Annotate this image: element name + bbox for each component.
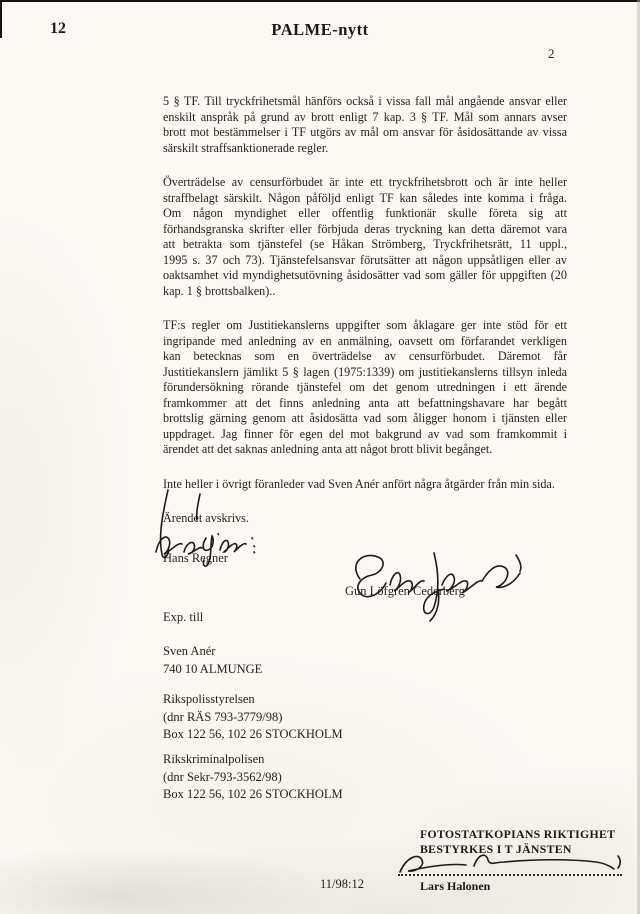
body-line: Ärendet avskrivs.	[163, 511, 249, 525]
stamp-text-line: FOTOSTATKOPIANS RIKTIGHET	[420, 827, 616, 841]
paragraph	[163, 318, 567, 458]
body-line: Inte heller i övrigt föranleder vad Sven Anér anfört några åtgärder från min sida.	[163, 476, 555, 491]
recipient-block	[163, 643, 262, 678]
gun-lofgren-cederberg-signature-icon	[330, 545, 530, 623]
recipient-line: 740 10 ALMUNGE	[163, 661, 263, 676]
body-line: kan betecknas som en överträdelse av censurförbudet. Däremot får	[163, 349, 567, 363]
stamp-text-line: BESTYRKES I T JÄNSTEN	[420, 841, 572, 856]
lars-halonen-signature-icon	[396, 848, 626, 880]
recipient-line: Rikskriminalpolisen	[163, 752, 265, 766]
recipient-line: Box 122 56, 102 26 STOCKHOLM	[163, 787, 343, 801]
body-line: Om någon myndighet eller offentlig funktionär skulle företa sig att	[163, 206, 567, 220]
body-line: att betrakta som tjänstefel (se Håkan Strömberg, Tryckfrihetsrätt, 11 uppl.,	[163, 237, 567, 251]
body-line: 5 § TF. Till tryckfrihetsmål hänförs också i vissa fall mål angående ansvar eller	[163, 94, 567, 108]
body-line: Överträdelse av censurförbudet är inte ett tryckfrihetsbrott och är inte heller	[163, 175, 567, 189]
body-line: förundersökning rörande tjänstefel om det genom utredningen i ett ärende	[163, 380, 567, 394]
body-line: framkommer att det finns anledning anta att befattningshavare har begått	[163, 395, 567, 410]
recipient-line: (dnr Sekr-793-3562/98)	[163, 769, 282, 784]
body-line: kap. 1 § brottsbalken)..	[163, 283, 276, 298]
recipient-line: Sven Anér	[163, 644, 216, 658]
newsletter-page-number: 12	[50, 20, 66, 37]
body-line: enskilt anspråk på grund av brott enligt 7 kap. 3 § TF. Mål som annars avser	[163, 109, 567, 124]
body-line: förhandsgranska skrifter eller förbjuda deras tryckning kan detta däremot vara	[163, 221, 567, 236]
paragraph	[163, 94, 567, 156]
scan-top-edge-line	[0, 0, 640, 2]
recipient-line: Box 122 56, 102 26 STOCKHOLM	[163, 727, 343, 741]
body-line: ärendet att det saknas anledning anta att något brott blivit begånget.	[163, 442, 493, 456]
signatory-name-right: Gun Löfgren Cederberg	[345, 584, 465, 598]
body-line: straffbelagt särskilt. Någon påföljd enligt TF kan således inte komma i fråga.	[163, 190, 567, 205]
recipient-line: Rikspolisstyrelsen	[163, 692, 255, 706]
letter-body	[163, 94, 567, 546]
document-page-number: 2	[548, 46, 555, 61]
body-line: 1995 s. 37 och 73). Tjänstefelsansvar förutsätter att någon uppsåtligen eller av	[163, 252, 567, 267]
body-line: uppdraget. Jag finner för egen del mot bakgrund av vad som framkommit i	[163, 426, 567, 441]
body-line: TF:s regler om Justitiekanslerns uppgifter som åklagare ger inte stöd för ett	[163, 318, 567, 332]
body-line: oaktsamhet vid myndighetsutövning åsidosätter vad som gäller för uppgiften (20	[163, 268, 567, 282]
body-line: särskilt straffsanktionerade regler.	[163, 140, 329, 155]
hans-regner-signature-icon	[148, 486, 278, 572]
recipient-line: (dnr RÄS 793-3779/98)	[163, 709, 283, 724]
distribution-heading: Exp. till	[163, 610, 204, 624]
body-line: ingripande med anledning av en anmälning, oavsett om förfarandet verkligen	[163, 333, 567, 348]
issue-page-reference: 11/98:12	[320, 877, 364, 891]
paragraph	[163, 175, 567, 299]
recipient-block	[163, 691, 343, 744]
body-line: brottslig gärning genom att åsidosätta vad som åligger honom i tjänsten eller	[163, 411, 567, 425]
body-line: brott mot bestämmelser i TF utgörs av mål om ansvar för åsidosättande av vissa	[163, 125, 567, 139]
certifier-name: Lars Halonen	[420, 879, 491, 893]
recipient-block	[163, 751, 343, 804]
page-title: PALME-nytt	[271, 20, 369, 39]
signatory-name-left: Hans Regner	[163, 551, 228, 565]
body-line: Justitiekanslern jämlikt 5 § lagen (1975:1339) om justitiekanslerns tillsyn inleda	[163, 364, 567, 379]
